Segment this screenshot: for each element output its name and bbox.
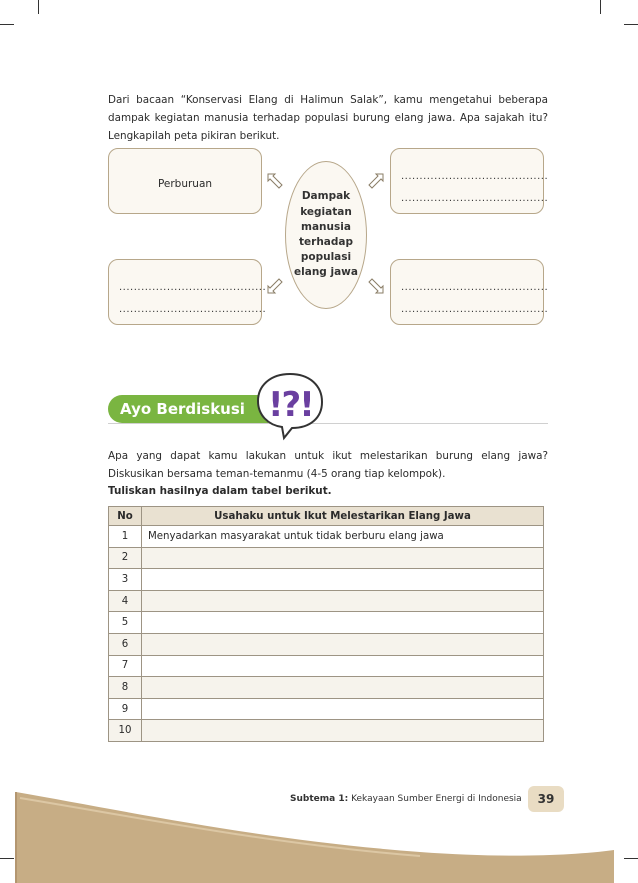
answer-table: [108, 506, 544, 742]
header-usaha: Usahaku untuk Ikut Melestarikan Elang Jawa: [142, 507, 544, 526]
answer-line: ........................................: [119, 282, 267, 293]
crop-mark: [600, 0, 601, 14]
table-row: [109, 526, 544, 548]
row-number: 10: [109, 720, 142, 742]
table-row: [109, 698, 544, 720]
table-row: [109, 633, 544, 655]
footer-subtema-label: Subtema 1:: [290, 794, 349, 804]
answer-line: ........................................: [401, 193, 549, 204]
section-title: Ayo Berdiskusi: [108, 395, 268, 423]
page-number: 39: [528, 786, 564, 812]
speech-bubble-icon: [254, 370, 326, 440]
row-answer[interactable]: [142, 677, 544, 699]
footer-subtitle: [290, 794, 522, 804]
row-number: 3: [109, 569, 142, 591]
row-number: 8: [109, 677, 142, 699]
crop-mark: [38, 0, 39, 14]
intro-paragraph: Dari bacaan “Konservasi Elang di Halimun Salak”, kamu mengetahui beberapa dampak kegiatan manusia terhadap populasi burung elang jawa. Apa sajakah itu? Lengkapilah peta pikiran berikut.: [108, 94, 548, 142]
row-answer[interactable]: Menyadarkan masyarakat untuk tidak berburu elang jawa: [142, 526, 544, 548]
row-answer[interactable]: [142, 590, 544, 612]
answer-line: ........................................: [401, 304, 549, 315]
mindmap-center: [285, 161, 367, 309]
row-answer[interactable]: [142, 633, 544, 655]
row-answer[interactable]: [142, 569, 544, 591]
section-divider: [108, 423, 548, 424]
mindmap-box-top-left[interactable]: [108, 148, 262, 214]
table-row: [109, 677, 544, 699]
header-no: No: [109, 507, 142, 526]
bubble-glyphs: !?!: [268, 385, 313, 425]
mindmap-box-top-right[interactable]: [390, 148, 549, 214]
table-row: [109, 547, 544, 569]
table-row: [109, 720, 544, 742]
arrow-up-right-icon: [367, 172, 385, 190]
answer-line: ........................................: [119, 304, 267, 315]
row-number: 1: [109, 526, 142, 548]
row-number: 2: [109, 547, 142, 569]
row-answer[interactable]: [142, 655, 544, 677]
answer-line: ........................................: [401, 171, 549, 182]
instruction-text: Tuliskan hasilnya dalam tabel berikut.: [108, 485, 332, 497]
arrow-down-left-icon: [266, 277, 284, 295]
table-row: [109, 655, 544, 677]
footer-subtema-title: Kekayaan Sumber Energi di Indonesia: [351, 794, 522, 804]
crop-mark: [624, 24, 638, 25]
arrow-up-left-icon: [266, 172, 284, 190]
arrow-down-right-icon: [367, 277, 385, 295]
row-answer[interactable]: [142, 698, 544, 720]
row-number: 7: [109, 655, 142, 677]
row-answer[interactable]: [142, 612, 544, 634]
discussion-paragraph: Apa yang dapat kamu lakukan untuk ikut melestarikan burung elang jawa? Diskusikan bersama teman-temanmu (4-5 orang tiap kelompok).: [108, 450, 548, 480]
mindmap-box-bottom-right[interactable]: [390, 259, 549, 325]
mindmap-center-label: Dampak kegiatan manusia terhadap populasi elang jawa: [294, 190, 358, 279]
mindmap-label: Perburuan: [157, 178, 213, 190]
row-number: 9: [109, 698, 142, 720]
row-number: 4: [109, 590, 142, 612]
table-row: [109, 612, 544, 634]
crop-mark: [0, 24, 14, 25]
row-number: 5: [109, 612, 142, 634]
row-answer[interactable]: [142, 720, 544, 742]
row-answer[interactable]: [142, 547, 544, 569]
table-header-row: [109, 507, 544, 526]
table-row: [109, 569, 544, 591]
mindmap-box-bottom-left[interactable]: [108, 259, 267, 325]
answer-line: ........................................: [401, 282, 549, 293]
row-number: 6: [109, 633, 142, 655]
table-row: [109, 590, 544, 612]
